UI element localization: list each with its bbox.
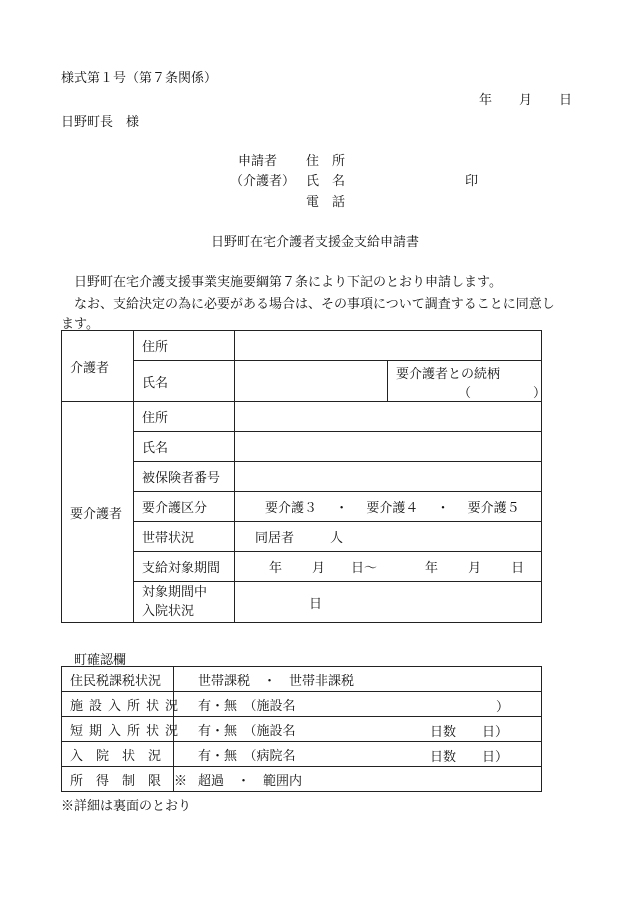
recipient-name-field[interactable]: [235, 432, 542, 462]
income-limit-value[interactable]: 超過 ・ 範囲内: [174, 767, 542, 792]
relation-label: 要介護者との続柄: [396, 367, 501, 382]
date-day: 日: [559, 93, 573, 108]
short-stay-field[interactable]: [174, 717, 542, 742]
recipient-address-field[interactable]: [235, 402, 542, 432]
household-value: 同居者: [255, 531, 295, 546]
care-level-label: 要介護区分: [134, 492, 235, 522]
hospitalization-label: 入 院 状 況: [62, 742, 174, 767]
hospitalization-value: 有・無 （病院名: [198, 748, 296, 764]
application-table: [61, 330, 547, 623]
hospital-label: [134, 582, 235, 623]
body-line-2: なお、支給決定の為に必要がある場合は、その事項について調査することに同意し: [74, 297, 555, 312]
short-stay-days-label: 日数: [430, 725, 457, 740]
care-recipient-group-label: 要介護者: [62, 402, 134, 623]
household-label: 世帯状況: [134, 522, 235, 552]
care-level-3[interactable]: 要介護３: [265, 501, 318, 516]
caregiver-address-field[interactable]: [235, 331, 542, 361]
insured-number-label: 被保険者番号: [134, 462, 235, 492]
addressee: 日野町長 様: [61, 115, 140, 130]
caregiver-name-field[interactable]: [235, 361, 388, 402]
hospital-label-line1: 対象期間中: [142, 585, 208, 600]
form-label: 様式第１号（第７条関係）: [61, 71, 218, 86]
hospitalization-days-label: 日数: [430, 750, 457, 765]
care-level-options[interactable]: [235, 492, 542, 522]
income-limit-label: 所 得 制 限 ※: [62, 767, 174, 792]
footnote: ※詳細は裏面のとおり: [61, 799, 192, 814]
document-title: 日野町在宅介護者支援金支給申請書: [210, 235, 419, 250]
applicant-address-label: 住 所: [306, 154, 346, 169]
town-confirm-table: [61, 666, 542, 792]
relation-paren-close: ）: [533, 386, 547, 401]
period-end-day: 日: [511, 561, 525, 576]
hospital-days-field[interactable]: [235, 582, 542, 623]
short-stay-label: 短期入所状況: [62, 717, 174, 742]
care-level-5[interactable]: 要介護５: [467, 501, 520, 516]
applicant-role: 申請者: [238, 154, 278, 169]
period-end-year: 年: [425, 561, 439, 576]
period-end-month: 月: [468, 561, 482, 576]
town-confirm-heading: 町確認欄: [74, 653, 127, 668]
recipient-name-label: 氏名: [134, 432, 235, 462]
facility-status-value: 有・無 （施設名: [198, 698, 296, 714]
tax-status-value[interactable]: 世帯課税 ・ 世帯非課税: [174, 667, 542, 692]
period-label: 支給対象期間: [134, 552, 235, 582]
period-start-month: 月: [312, 561, 326, 576]
separator: ・: [335, 501, 349, 516]
hospitalization-field[interactable]: [174, 742, 542, 767]
applicant-role-caregiver: （介護者）: [230, 174, 296, 189]
facility-status-field[interactable]: [174, 692, 542, 717]
body-line-1: 日野町在宅介護支援事業実施要綱第７条により下記のとおり申請します。: [74, 275, 502, 290]
relation-paren-open: （: [458, 386, 472, 401]
tax-status-label: 住民税課税状況: [62, 667, 174, 692]
recipient-address-label: 住所: [134, 402, 235, 432]
caregiver-group-label: 介護者: [62, 331, 134, 402]
seal-mark: 印: [465, 174, 479, 189]
applicant-phone-label: 電 話: [306, 195, 346, 210]
household-unit: 人: [330, 531, 344, 546]
body-line-3: ます。: [61, 317, 99, 332]
hospital-days-unit: 日: [309, 596, 323, 612]
date-year: 年: [479, 93, 493, 108]
separator: ・: [436, 501, 450, 516]
period-start-year: 年: [269, 561, 283, 576]
insured-number-field[interactable]: [235, 462, 542, 492]
facility-close: ）: [496, 700, 510, 715]
household-field[interactable]: [235, 522, 542, 552]
care-level-4[interactable]: 要介護４: [366, 501, 419, 516]
period-field[interactable]: [235, 552, 542, 582]
facility-status-label: 施設入所状況: [62, 692, 174, 717]
period-start-day: 日～: [351, 561, 378, 576]
date-month: 月: [519, 93, 533, 108]
relation-field[interactable]: [388, 361, 547, 402]
short-stay-days-unit: 日）: [482, 725, 509, 740]
hospitalization-days-unit: 日）: [482, 750, 509, 765]
caregiver-name-label: 氏名: [134, 361, 235, 402]
hospital-label-line2: 入院状況: [142, 604, 195, 619]
short-stay-value: 有・無 （施設名: [198, 723, 296, 739]
caregiver-address-label: 住所: [134, 331, 235, 361]
applicant-name-label: 氏 名: [306, 174, 346, 189]
